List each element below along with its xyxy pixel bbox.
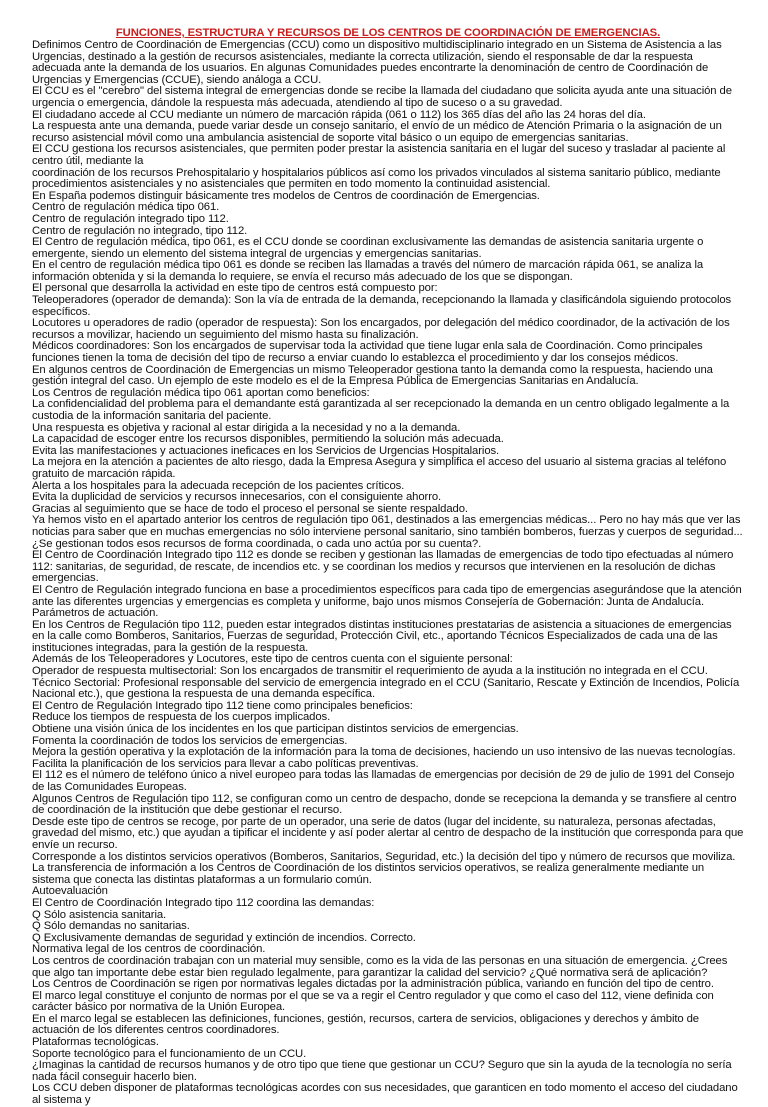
- paragraph: El ciudadano accede al CCU mediante un número de marcación rápida (061 o 112) los 365 días del año las 24 horas del día.: [32, 108, 646, 121]
- paragraph: Teleoperadores (operador de demanda): Son la vía de entrada de la demanda, recepcionando la llamada y clasificándola siguiendo protocolos específicos.: [32, 294, 732, 318]
- document-body: [32, 40, 744, 1107]
- paragraph: El Centro de Coordinación Integrado tipo 112 coordina las demandas:: [32, 896, 375, 909]
- paragraph: Gracias al seguimiento que se hace de todo el proceso el personal se siente respaldado.: [32, 502, 468, 515]
- paragraph: Q Exclusivamente demandas de seguridad y extinción de incendios. Correcto.: [32, 931, 416, 944]
- paragraph: Plataformas tecnológicas.: [32, 1036, 159, 1049]
- document-page: [32, 27, 744, 1107]
- paragraph: Centro de regulación médica tipo 061.: [32, 201, 220, 214]
- paragraph: Corresponde a los distintos servicios operativos (Bomberos, Sanitarios, Seguridad, etc.) la decisión del tipo y número de recursos que moviliza.: [32, 850, 736, 863]
- paragraph: Soporte tecnológico para el funcionamiento de un CCU.: [32, 1047, 307, 1060]
- paragraph: coordinación de los recursos Prehospitalario y hospitalarios públicos así como los privados vinculados al sistema sanitario público, mediante procedimientos asistenciales y no asistenciales que permiten en todo momento la continuidad asistencial.: [32, 166, 721, 191]
- document-title: FUNCIONES, ESTRUCTURA Y RECURSOS DE LOS CENTROS DE COORDINACIÓN DE EMERGENCIAS.: [115, 27, 661, 39]
- paragraph: El Centro de Regulación integrado funciona en base a procedimientos específicos para cada tipo de emergencias asegurándose que la atención ante las diferentes urgencias y emergencias es completa y uniforme, bajo unos mismos Consejería de Gobernación: Junta de Andalucía. Parámetros de actuación.: [32, 583, 742, 620]
- paragraph: Ya hemos visto en el apartado anterior los centros de regulación tipo 061, destinados a las emergencias médicas... Pero no hay más que ver las noticias para saber que en muchas emergencias no sólo interviene personal sanitario, sino también bomberos, fuerzas y cuerpos de seguridad... ¿Se gestionan todos esos recursos de forma coordinada, o cada uno actúa por su cuenta?.: [32, 514, 743, 550]
- paragraph: Normativa legal de los centros de coordinación.: [32, 943, 266, 956]
- paragraph: En algunos centros de Coordinación de Emergencias un mismo Teleoperador gestiona tanto la demanda como la respuesta, haciendo una gestión integral del caso. Un ejemplo de este modelo es el de la Empresa Pública de Emergencias Sanitarias en Andalucía.: [32, 363, 713, 388]
- paragraph: El Centro de regulación médica, tipo 061, es el CCU donde se coordinan exclusivamente las demandas de asistencia sanitaria urgente o emergente, siendo un elemento del sistema integral de urgencias y emergencias sanitarias.: [32, 236, 704, 260]
- paragraph: Una respuesta es objetiva y racional al estar dirigida a la necesidad y no a la demanda.: [32, 421, 461, 434]
- paragraph: Además de los Teleoperadores y Locutores, este tipo de centros cuenta con el siguiente personal:: [32, 653, 513, 666]
- paragraph: En los Centros de Regulación tipo 112, pueden estar integrados distintas instituciones prestatarias de asistencia a situaciones de emergencias en la calle como Bomberos, Sanitarios, Fuerzas de seguridad, Protección Civil, etc., aportando Técnicos Especializados de cada una de las instituciones integradas, para la gestión de la respuesta.: [32, 618, 732, 654]
- paragraph: En el marco legal se establecen las definiciones, funciones, gestión, recursos, cartera de servicios, obligaciones y derechos y ámbito de actuación de los diferentes centros coordinadores.: [32, 1012, 699, 1037]
- paragraph: El Centro de Coordinación Integrado tipo 112 es donde se reciben y gestionan las llamadas de emergencias de todo tipo efectuadas al número 112: sanitarias, de seguridad, de rescate, de incendios etc. y se coordinan los medios y recursos que intervienen en la resolución de dichas emergencias.: [32, 549, 734, 585]
- paragraph: Fomenta la coordinación de todos los servicios de emergencias.: [32, 734, 348, 747]
- paragraph: Obtiene una visión única de los incidentes en los que participan distintos servicios de emergencias.: [32, 723, 519, 736]
- paragraph: Autoevaluación: [32, 885, 108, 898]
- paragraph: El CCU gestiona los recursos asistenciales, que permiten poder prestar la asistencia sanitaria en el lugar del suceso y trasladar al paciente al centro útil, mediante la: [32, 143, 726, 167]
- paragraph: La capacidad de escoger entre los recursos disponibles, permitiendo la solución más adecuada.: [32, 433, 504, 446]
- paragraph: En el centro de regulación médica tipo 061 es donde se reciben las llamadas a través del número de marcación rápida 061, se analiza la información obtenida y si la demanda lo requiere, se envía el recurso más adecuado de los que se dispongan.: [32, 259, 704, 283]
- paragraph: Q Sólo demandas no sanitarias.: [32, 920, 190, 933]
- paragraph: Evita las manifestaciones y actuaciones ineficaces en los Servicios de Urgencias Hospitalarios.: [32, 444, 500, 457]
- paragraph: Los CCU deben disponer de plataformas tecnológicas acordes con sus necesidades, que garanticen en todo momento el acceso del ciudadano al sistema y: [32, 1082, 738, 1107]
- paragraph: Los centros de coordinación trabajan con un material muy sensible, como es la vida de las personas en una situación de emergencia. ¿Crees que algo tan importante debe estar bien regulado legalmente, para garantizar la calidad del servicio? ¿Qué normativa será de aplicación?: [32, 954, 728, 979]
- paragraph: Médicos coordinadores: Son los encargados de supervisar toda la actividad que tiene lugar enla sala de Coordinación. Como principales funciones tienen la toma de decisión del tipo de recurso a enviar cuando lo establezca el procedimiento y dar los consejos médicos.: [32, 340, 703, 365]
- paragraph: La confidencialidad del problema para el demandante está garantizada al ser recepcionado la demanda en un centro obligado legalmente a la custodia de la información sanitaria del paciente.: [32, 398, 730, 422]
- paragraph: Q Sólo asistencia sanitaria.: [32, 908, 167, 921]
- paragraph: Los Centros de regulación médica tipo 061 aportan como beneficios:: [32, 386, 370, 399]
- paragraph: Los Centros de Coordinación se rigen por normativas legales dictadas por la administración pública, variando en función del tipo de centro.: [32, 978, 714, 991]
- paragraph: La respuesta ante una demanda, puede variar desde un consejo sanitario, el envío de un médico de Atención Primaria o la asignación de un recurso asistencial móvil como una ambulancia asistencial de soporte vital básico o un equipo de emergencias sanitarias.: [32, 120, 722, 144]
- paragraph: Centro de regulación no integrado, tipo 112.: [32, 224, 248, 237]
- paragraph: Evita la duplicidad de servicios y recursos innecesarios, con el consiguiente ahorro.: [32, 491, 442, 504]
- paragraph: Centro de regulación integrado tipo 112.: [32, 212, 229, 225]
- paragraph: El Centro de Regulación Integrado tipo 112 tiene como principales beneficios:: [32, 699, 413, 712]
- paragraph: El CCU es el "cerebro" del sistema integral de emergencias donde se recibe la llamada del ciudadano que solicita ayuda ante una situación de urgencia o emergencia, dándole la respuesta más adecuada, atendiendo al tipo de suceso o a su gravedad.: [32, 85, 732, 109]
- paragraph: Reduce los tiempos de respuesta de los cuerpos implicados.: [32, 711, 331, 724]
- paragraph: Desde este tipo de centros se recoge, por parte de un operador, una serie de datos (lugar del incidente, su naturaleza, personas afectadas, gravedad del mismo, etc.) que ayudan a tipificar el incidente y así poder alertar al centro de despacho de la institución que corresponda para que envíe un recurso.: [32, 815, 744, 851]
- paragraph: El 112 es el número de teléfono único a nivel europeo para todas las llamadas de emergencias por decisión de 29 de julio de 1991 del Consejo de las Comunidades Europeas.: [32, 769, 735, 793]
- paragraph: Facilita la planificación de los servicios para llevar a cabo políticas preventivas.: [32, 757, 419, 770]
- paragraph: Locutores u operadores de radio (operador de respuesta): Son los encargados, por delegación del médico coordinador, de la activación de los recursos a movilizar, haciendo un seguimiento del mismo hasta su finalización.: [32, 317, 730, 341]
- paragraph: El marco legal constituye el conjunto de normas por el que se va a regir el Centro regulador y que como el caso del 112, viene definida con carácter básico por normativa de la Unión Europea.: [32, 989, 714, 1014]
- paragraph: El personal que desarrolla la actividad en este tipo de centros está compuesto por:: [32, 282, 438, 295]
- paragraph: Algunos Centros de Regulación tipo 112, se configuran como un centro de despacho, donde se recepciona la demanda y se transfiere al centro de coordinación de la institución que debe gestionar el recurso.: [32, 792, 737, 817]
- paragraph: En España podemos distinguir básicamente tres modelos de Centros de coordinación de Emergencias.: [32, 189, 540, 202]
- paragraph: La mejora en la atención a pacientes de alto riesgo, dada la Empresa Asegura y simplifica el acceso del usuario al sistema gracias al teléfono gratuito de marcación rápida.: [32, 456, 727, 480]
- paragraph: ¿Imaginas la cantidad de recursos humanos y de otro tipo que tiene que gestionar un CCU? Seguro que sin la ayuda de la tecnología no sería nada fácil conseguir hacerlo bien.: [32, 1059, 732, 1083]
- paragraph: La transferencia de información a los Centros de Coordinación de los distintos servicios operativos, se realiza generalmente mediante un sistema que conecta las distintas plataformas a un formulario común.: [32, 862, 705, 886]
- paragraph: Técnico Sectorial: Profesional responsable del servicio de emergencia integrado en el CCU (Sanitario, Rescate y Extinción de Incendios, Policía Nacional etc.), que gestiona la respuesta de una demanda específica.: [32, 676, 740, 701]
- paragraph: Operador de respuesta multisectorial: Son los encargados de transmitir el requerimiento de ayuda a la institución no integrada en el CCU.: [32, 665, 708, 678]
- paragraph: Alerta a los hospitales para la adecuada recepción de los pacientes críticos.: [32, 479, 405, 492]
- paragraph: Definimos Centro de Coordinación de Emergencias (CCU) como un dispositivo multidisciplinario integrado en un Sistema de Asistencia a las Urgencias, destinado a la gestión de recursos asistenciales, mediante la correcta utilización, siendo el responsable de dar la respuesta adecuada ante la demanda de los usuarios. En algunas Comunidades puedes encontrarte la denominación de centro de Coordinación de Urgencias y Emergencias (CCUE), siendo análoga a CCU.: [32, 39, 722, 86]
- paragraph: Mejora la gestión operativa y la explotación de la información para la toma de decisiones, haciendo un uso intensivo de las nuevas tecnologías.: [32, 746, 736, 759]
